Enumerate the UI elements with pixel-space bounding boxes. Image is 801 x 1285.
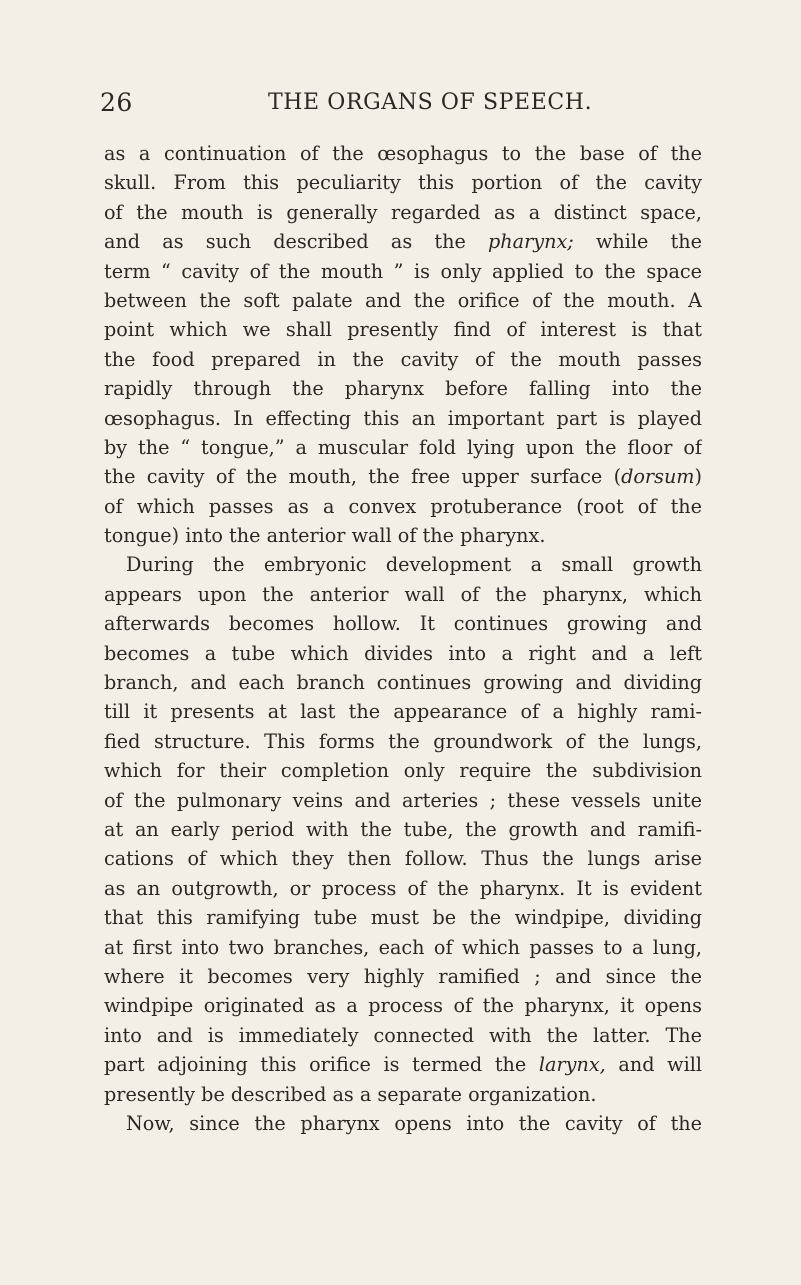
text-line: as an outgrowth, or process of the pharynx. It is evident [104,876,702,900]
text-line: appears upon the anterior wall of the pharynx, which [104,582,702,606]
text-line: point which we shall presently find of interest is that [104,318,702,342]
text-line: of which passes as a convex protuberance (root of the [104,494,702,518]
text-line: of the pulmonary veins and arteries ; these vessels unite [104,788,702,812]
text-line: fied structure. This forms the groundwork of the lungs, [104,729,702,753]
text-line: branch, and each branch continues growing and dividing [104,671,702,695]
text-line: becomes a tube which divides into a right and a left [104,641,702,665]
text-line: where it becomes very highly ramified ; and since the [104,964,702,988]
text-line [104,462,702,491]
text-line: skull. From this peculiarity this portion of the cavity [104,171,702,195]
text-line: Now, since the pharynx opens into the cavity of the [126,1111,702,1135]
page-number: 26 [100,88,133,117]
text-line: During the embryonic development a small growth [126,553,702,577]
italic-term: larynx, [538,1053,606,1077]
running-title: THE ORGANS OF SPEECH. [268,90,593,115]
text-line: tongue) into the anterior wall of the pharynx. [104,524,546,548]
text-segment: and will [605,1053,702,1077]
text-line: term “ cavity of the mouth ” is only applied to the space [104,259,702,283]
text-line: presently be described as a separate organization. [104,1082,597,1106]
text-line [104,227,702,256]
italic-term: pharynx; [488,230,574,254]
text-line: that this ramifying tube must be the windpipe, dividing [104,906,702,930]
text-line: at an early period with the tube, the growth and ramifi- [104,817,702,841]
text-line: windpipe originated as a process of the pharynx, it opens [104,994,702,1018]
text-line: rapidly through the pharynx before falling into the [104,377,702,401]
text-line: between the soft palate and the orifice of the mouth. A [104,288,702,312]
text-line: into and is immediately connected with the latter. The [104,1023,702,1047]
text-line: which for their completion only require the subdivision [104,759,702,783]
text-segment: ) [694,465,702,489]
text-line: œsophagus. In effecting this an important part is played [104,406,702,430]
text-line: cations of which they then follow. Thus the lungs arise [104,847,702,871]
text-line: the food prepared in the cavity of the mouth passes [104,347,702,371]
text-line: by the “ tongue,” a muscular fold lying upon the floor of [104,435,702,459]
text-line: of the mouth is generally regarded as a distinct space, [104,200,702,224]
text-segment: part adjoining this orifice is termed the [104,1053,539,1077]
text-line [104,1050,702,1079]
text-segment: the cavity of the mouth, the free upper surface ( [104,465,622,489]
running-head [100,86,700,120]
body-text [104,139,702,1138]
text-line: afterwards becomes hollow. It continues growing and [104,612,702,636]
text-line: at first into two branches, each of which passes to a lung, [104,935,702,959]
text-segment: and as such described as the [104,230,489,254]
italic-term: dorsum [621,465,695,489]
text-line: as a continuation of the œsophagus to the base of the [104,142,702,165]
text-segment: while the [573,230,702,254]
text-line: till it presents at last the appearance of a highly rami- [104,700,702,724]
